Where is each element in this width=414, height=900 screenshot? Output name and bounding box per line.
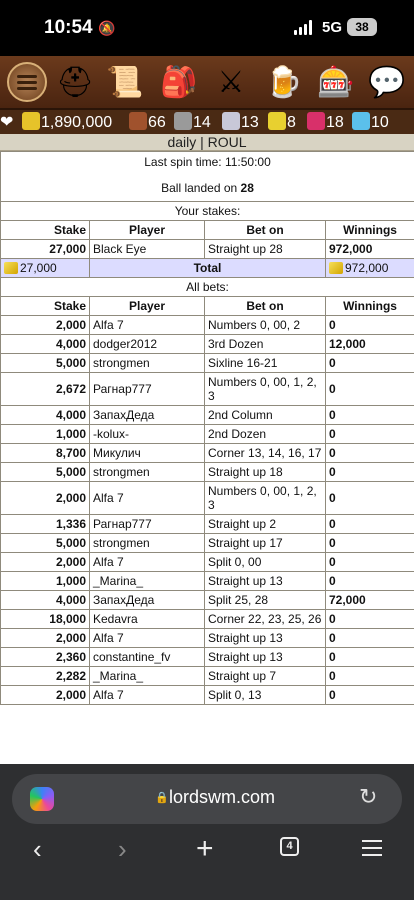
bet-stake: 2,000 bbox=[1, 629, 90, 648]
bet-winnings: 0 bbox=[326, 534, 414, 553]
bet-row bbox=[1, 354, 414, 373]
roulette-icon[interactable]: 🎰 bbox=[317, 65, 355, 99]
your-stakes-header bbox=[1, 221, 414, 240]
health-heart-icon: ❤ bbox=[0, 114, 14, 131]
bet-row bbox=[1, 335, 414, 354]
col-stake: Stake bbox=[1, 221, 90, 240]
all-bets-title: All bets: bbox=[1, 278, 414, 297]
copilot-icon[interactable] bbox=[30, 787, 54, 811]
total-row: 27,000 Total 972,000 bbox=[1, 259, 414, 278]
bet-row bbox=[1, 425, 414, 444]
bet-player[interactable]: -kolux- bbox=[90, 425, 205, 444]
tavern-mug-icon[interactable]: 🍺 bbox=[265, 65, 303, 99]
bet-stake: 1,000 bbox=[1, 425, 90, 444]
bet-winnings: 0 bbox=[326, 667, 414, 686]
bet-player[interactable]: strongmen bbox=[90, 354, 205, 373]
gold-icon bbox=[4, 262, 18, 274]
bet-player[interactable]: dodger2012 bbox=[90, 335, 205, 354]
bet-row bbox=[1, 406, 414, 425]
bet-row bbox=[1, 686, 414, 705]
bet-stake: 5,000 bbox=[1, 354, 90, 373]
wood-icon bbox=[129, 112, 147, 130]
bet-stake: 2,282 bbox=[1, 667, 90, 686]
bet-row bbox=[1, 515, 414, 534]
bet-stake: 8,700 bbox=[1, 444, 90, 463]
roulette-table bbox=[0, 151, 414, 705]
bet-on: Straight up 2 bbox=[205, 515, 326, 534]
bet-stake: 2,000 bbox=[1, 316, 90, 335]
crystal-icon bbox=[307, 112, 325, 130]
bet-on: Numbers 0, 00, 1, 2, 3 bbox=[205, 373, 326, 406]
bet-winnings: 12,000 bbox=[326, 335, 414, 354]
gems-icon bbox=[352, 112, 370, 130]
bet-on: Straight up 13 bbox=[205, 629, 326, 648]
bet-stake: 1,336 bbox=[1, 515, 90, 534]
bet-on: Numbers 0, 00, 1, 2, 3 bbox=[205, 482, 326, 515]
bet-on: Split 25, 28 bbox=[205, 591, 326, 610]
crystal-resource: 18 bbox=[307, 112, 344, 132]
bet-row bbox=[1, 373, 414, 406]
bet-on: 3rd Dozen bbox=[205, 335, 326, 354]
page-title: daily | ROUL bbox=[0, 134, 414, 151]
menu-icon[interactable] bbox=[362, 840, 382, 861]
bet-winnings: 72,000 bbox=[326, 591, 414, 610]
bet-on: Split 0, 00 bbox=[205, 553, 326, 572]
bet-stake: 4,000 bbox=[1, 406, 90, 425]
bet-player[interactable]: constantine_fv bbox=[90, 648, 205, 667]
bet-winnings: 0 bbox=[326, 515, 414, 534]
gold-icon bbox=[329, 262, 343, 274]
bet-on: Straight up 7 bbox=[205, 667, 326, 686]
sulfur-resource: 8 bbox=[268, 112, 296, 132]
bet-winnings: 0 bbox=[326, 686, 414, 705]
mercury-resource: 13 bbox=[222, 112, 259, 132]
bet-player[interactable]: Kedavra bbox=[90, 610, 205, 629]
bet-row bbox=[1, 444, 414, 463]
bet-row bbox=[1, 553, 414, 572]
forward-icon[interactable]: › bbox=[118, 834, 127, 864]
bet-on: Straight up 13 bbox=[205, 572, 326, 591]
bet-player[interactable]: Alfa 7 bbox=[90, 482, 205, 515]
bet-winnings: 0 bbox=[326, 610, 414, 629]
gold-resource: 1,890,000 bbox=[22, 112, 112, 132]
page-content bbox=[0, 134, 414, 764]
bet-player[interactable]: strongmen bbox=[90, 463, 205, 482]
gold-icon bbox=[22, 112, 40, 130]
signal-icon bbox=[294, 20, 314, 35]
bet-stake: 1,000 bbox=[1, 572, 90, 591]
col-bet-on: Bet on bbox=[205, 221, 326, 240]
bet-on: Straight up 17 bbox=[205, 534, 326, 553]
col-player: Player bbox=[90, 221, 205, 240]
bet-on: Corner 22, 23, 25, 26 bbox=[205, 610, 326, 629]
tab-count-button[interactable]: 4 bbox=[280, 837, 299, 856]
reload-icon[interactable]: ↻ bbox=[359, 784, 378, 809]
crossed-swords-icon[interactable]: ⚔ bbox=[217, 65, 245, 99]
bet-on: Straight up 18 bbox=[205, 463, 326, 482]
mercury-icon bbox=[222, 112, 240, 130]
map-scroll-icon[interactable]: 📜 bbox=[106, 65, 144, 99]
bet-player[interactable]: _Marina_ bbox=[90, 667, 205, 686]
col-player: Player bbox=[90, 297, 205, 316]
bet-stake: 4,000 bbox=[1, 591, 90, 610]
bet-stake: 2,000 bbox=[1, 686, 90, 705]
back-icon[interactable]: ‹ bbox=[33, 834, 42, 864]
mute-bell-icon: 🔕 bbox=[98, 20, 116, 36]
bet-player[interactable]: Alfa 7 bbox=[90, 686, 205, 705]
bet-on: Corner 13, 14, 16, 17 bbox=[205, 444, 326, 463]
gems-resource: 10 bbox=[352, 112, 389, 132]
bet-player[interactable]: Alfa 7 bbox=[90, 629, 205, 648]
col-winnings: Winnings bbox=[326, 221, 414, 240]
spin-info bbox=[1, 152, 414, 202]
bet-winnings: 0 bbox=[326, 629, 414, 648]
your-stake-row: 27,000 Black Eye Straight up 28 972,000 bbox=[1, 240, 414, 259]
bet-player[interactable]: Alfa 7 bbox=[90, 316, 205, 335]
bet-winnings: 0 bbox=[326, 553, 414, 572]
bet-player[interactable]: _Marina_ bbox=[90, 572, 205, 591]
ball-number: 28 bbox=[240, 181, 254, 195]
ore-icon bbox=[174, 112, 192, 130]
bet-stake: 5,000 bbox=[1, 534, 90, 553]
bet-player[interactable]: ЗапахДеда bbox=[90, 591, 205, 610]
wood-resource: 66 bbox=[129, 112, 166, 132]
bet-player[interactable]: Рагнар777 bbox=[90, 515, 205, 534]
battery-icon: 38 bbox=[347, 18, 377, 36]
bet-on: Split 0, 13 bbox=[205, 686, 326, 705]
lock-icon: 🔒 bbox=[155, 792, 169, 804]
bet-player[interactable]: strongmen bbox=[90, 534, 205, 553]
bet-winnings: 0 bbox=[326, 373, 414, 406]
sulfur-icon bbox=[268, 112, 286, 130]
status-bar bbox=[0, 0, 414, 56]
bet-on: Sixline 16-21 bbox=[205, 354, 326, 373]
bet-winnings: 0 bbox=[326, 406, 414, 425]
bet-stake: 5,000 bbox=[1, 463, 90, 482]
bet-stake: 2,000 bbox=[1, 553, 90, 572]
menu-icon[interactable] bbox=[7, 62, 47, 102]
bet-row bbox=[1, 572, 414, 591]
bet-row bbox=[1, 629, 414, 648]
bet-winnings: 0 bbox=[326, 648, 414, 667]
bet-player[interactable]: Микулич bbox=[90, 444, 205, 463]
col-winnings: Winnings bbox=[326, 297, 414, 316]
last-spin-time: Last spin time: 11:50:00 bbox=[144, 155, 271, 169]
bet-stake: 2,000 bbox=[1, 482, 90, 515]
bet-winnings: 0 bbox=[326, 425, 414, 444]
clock: 10:54 bbox=[44, 17, 93, 38]
bet-row bbox=[1, 591, 414, 610]
bet-on: Straight up 13 bbox=[205, 648, 326, 667]
bag-icon[interactable]: 🎒 bbox=[160, 65, 198, 99]
bet-on: 2nd Column bbox=[205, 406, 326, 425]
bet-on: 2nd Dozen bbox=[205, 425, 326, 444]
bet-row bbox=[1, 610, 414, 629]
col-bet-on: Bet on bbox=[205, 297, 326, 316]
url-text[interactable]: lordswm.com bbox=[169, 787, 276, 807]
bet-player[interactable]: Рагнар777 bbox=[90, 373, 205, 406]
address-bar[interactable] bbox=[12, 774, 402, 824]
helmet-icon[interactable]: ⛑ bbox=[55, 65, 95, 99]
bet-winnings: 0 bbox=[326, 463, 414, 482]
your-stakes-title: Your stakes: bbox=[1, 202, 414, 221]
bet-stake: 2,672 bbox=[1, 373, 90, 406]
bet-stake: 18,000 bbox=[1, 610, 90, 629]
network-type: 5G bbox=[322, 19, 343, 36]
ore-resource: 14 bbox=[174, 112, 211, 132]
bet-row bbox=[1, 667, 414, 686]
bet-player[interactable]: Alfa 7 bbox=[90, 553, 205, 572]
bet-row bbox=[1, 316, 414, 335]
bet-row bbox=[1, 463, 414, 482]
chat-icon[interactable]: 💬 bbox=[368, 65, 406, 99]
bet-stake: 4,000 bbox=[1, 335, 90, 354]
new-tab-icon[interactable]: + bbox=[196, 832, 214, 865]
resources-bar bbox=[0, 110, 414, 134]
col-stake: Stake bbox=[1, 297, 90, 316]
bet-stake: 2,360 bbox=[1, 648, 90, 667]
all-bets-body bbox=[1, 316, 414, 705]
bet-winnings: 0 bbox=[326, 572, 414, 591]
bet-on: Numbers 0, 00, 2 bbox=[205, 316, 326, 335]
bet-player[interactable]: ЗапахДеда bbox=[90, 406, 205, 425]
bet-winnings: 0 bbox=[326, 316, 414, 335]
bet-winnings: 0 bbox=[326, 482, 414, 515]
browser-chrome bbox=[0, 764, 414, 900]
bet-row bbox=[1, 482, 414, 515]
bet-winnings: 0 bbox=[326, 354, 414, 373]
bet-row bbox=[1, 534, 414, 553]
bet-winnings: 0 bbox=[326, 444, 414, 463]
game-nav-bar bbox=[0, 56, 414, 110]
bet-row bbox=[1, 648, 414, 667]
ball-landed: Ball landed on 28 bbox=[161, 181, 254, 195]
all-bets-header bbox=[1, 297, 414, 316]
